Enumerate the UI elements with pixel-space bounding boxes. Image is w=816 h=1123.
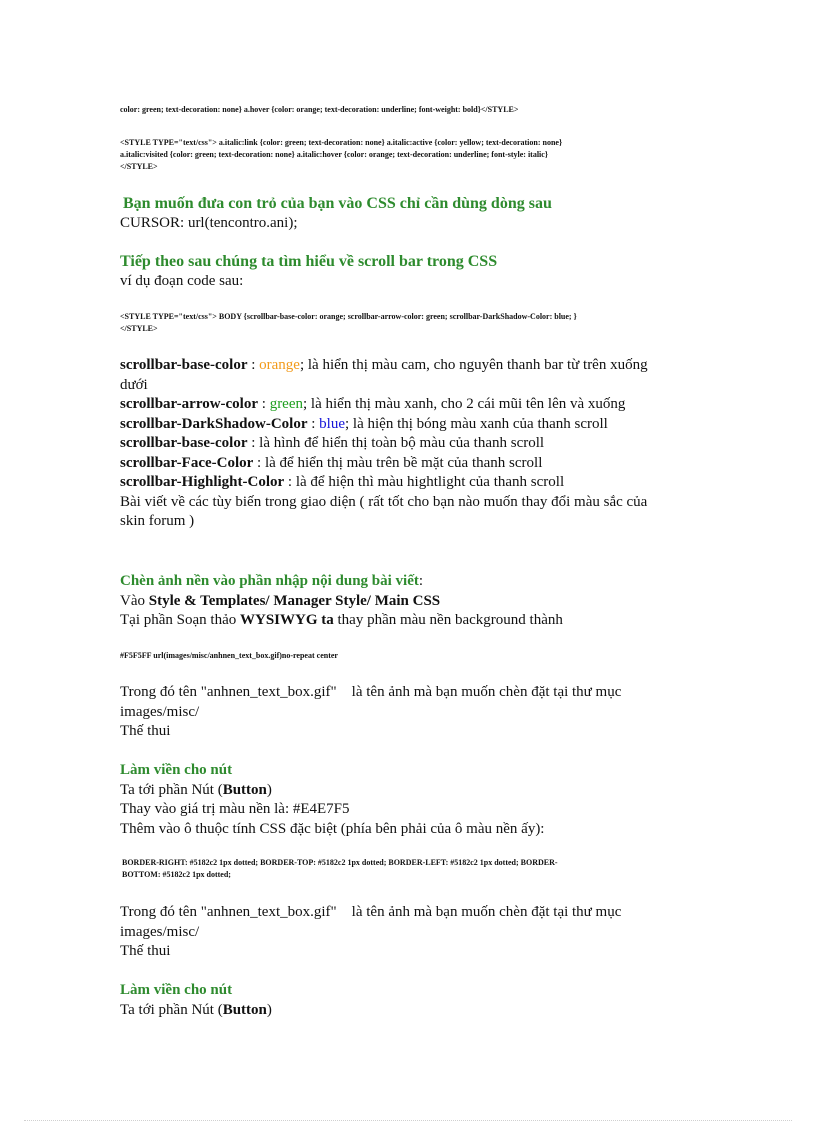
border-description: Trong đó tên "anhnen_text_box.gif" là tên ảnh mà bạn muốn chèn đặt tại thư mục images/misc/ Thế thui	[120, 904, 622, 959]
button-border-section: Làm viền cho nút Ta tới phần Nút (Button) Thay vào giá trị màu nền là: #E4E7F5 Thêm vào ô thuộc tính CSS đặc biệt (phía bên phải của ô màu nền ấy):	[120, 761, 710, 839]
background-heading: Chèn ảnh nền vào phần nhập nội dung bài viết:	[120, 573, 424, 589]
scrollbar-heading: Tiếp theo sau chúng ta tìm hiểu về scroll bar trong CSS	[120, 253, 498, 270]
list-item: scrollbar-base-color : là hình để hiển thị toàn bộ màu của thanh scroll	[120, 435, 545, 451]
list-item: scrollbar-arrow-color : green; là hiển thị màu xanh, cho 2 cái mũi tên lên và xuống	[120, 396, 626, 412]
background-section: Chèn ảnh nền vào phần nhập nội dung bài viết: Vào Style & Templates/ Manager Style/ Main CSS Tại phần Soạn thảo WYSIWYG ta thay phần màu nền background thành	[120, 572, 710, 631]
button-border-heading: Làm viền cho nút	[120, 762, 233, 778]
button-border-heading-2: Làm viền cho nút	[120, 982, 233, 998]
list-item: scrollbar-DarkShadow-Color : blue; là hiện thị bóng màu xanh của thanh scroll	[120, 415, 608, 432]
code-snippet-scrollbar: <STYLE TYPE="text/css"> BODY {scrollbar-base-color: orange; scrollbar-arrow-color: green; scrollbar-DarkShadow-Color: blue; } </STYLE>	[120, 312, 577, 333]
code-snippet-border: BORDER-RIGHT: #5182c2 1px dotted; BORDER-TOP: #5182c2 1px dotted; BORDER-LEFT: #5182c2 1px dotted; BORDER- BOTTOM: #5182c2 1px dotted;	[122, 858, 558, 879]
scrollbar-section	[120, 252, 710, 292]
list-item: scrollbar-Highlight-Color : là để hiện thì màu hightlight của thanh scroll	[120, 474, 565, 490]
code-snippet-italic: <STYLE TYPE="text/css"> a.italic:link {color: green; text-decoration: none} a.italic:active {color: yellow; text-decoration: none} a.italic:visited {color: green; text-decoration: none} a.italic:hover {color: orange; text-decoration: underline; font-style: italic} </STYLE>	[120, 138, 563, 171]
code-snippet-background: #F5F5FF url(images/misc/anhnen_text_box.gif)no-repeat center	[120, 651, 338, 660]
list-item: scrollbar-base-color : orange; là hiển thị màu cam, cho nguyên thanh bar từ trên xuống	[120, 357, 648, 373]
scrollbar-intro: ví dụ đoạn code sau:	[120, 273, 244, 289]
cursor-code: CURSOR: url(tencontro.ani);	[120, 215, 298, 231]
page-bottom-divider	[24, 1120, 792, 1121]
list-item: scrollbar-Face-Color : là để hiển thị màu trên bề mặt của thanh scroll	[120, 454, 543, 471]
button-border-section-2: Làm viền cho nút Ta tới phần Nút (Button)	[120, 981, 710, 1020]
code-snippet-hover: color: green; text-decoration: none} a.hover {color: orange; text-decoration: underline; font-weight: bold}</STYLE>	[120, 105, 519, 114]
cursor-heading: Bạn muốn đưa con trỏ của bạn vào CSS chỉ cần dùng dòng sau	[123, 195, 552, 212]
cursor-section	[120, 194, 710, 234]
background-description: Trong đó tên "anhnen_text_box.gif" là tên ảnh mà bạn muốn chèn đặt tại thư mục images/misc/ Thế thui	[120, 684, 622, 739]
scrollbar-properties-list: scrollbar-base-color : orange; là hiển thị màu cam, cho nguyên thanh bar từ trên xuống dưới scrollbar-arrow-color : green; là hiển thị màu xanh, cho 2 cái mũi tên lên và xuống scrollbar-DarkShadow-Color : blue; là hiện thị bóng màu xanh của thanh scroll scrollbar-base-color : là hình để hiển thị toàn bộ màu của thanh scroll scrollbar-Face-Color : là để hiển thị màu trên bề mặt của thanh scroll scrollbar-Highlight-Color : là để hiện thì màu hightlight của thanh scroll Bài viết về các tùy biến trong giao diện ( rất tốt cho bạn nào muốn thay đổi màu sắc của skin forum )	[120, 356, 690, 532]
